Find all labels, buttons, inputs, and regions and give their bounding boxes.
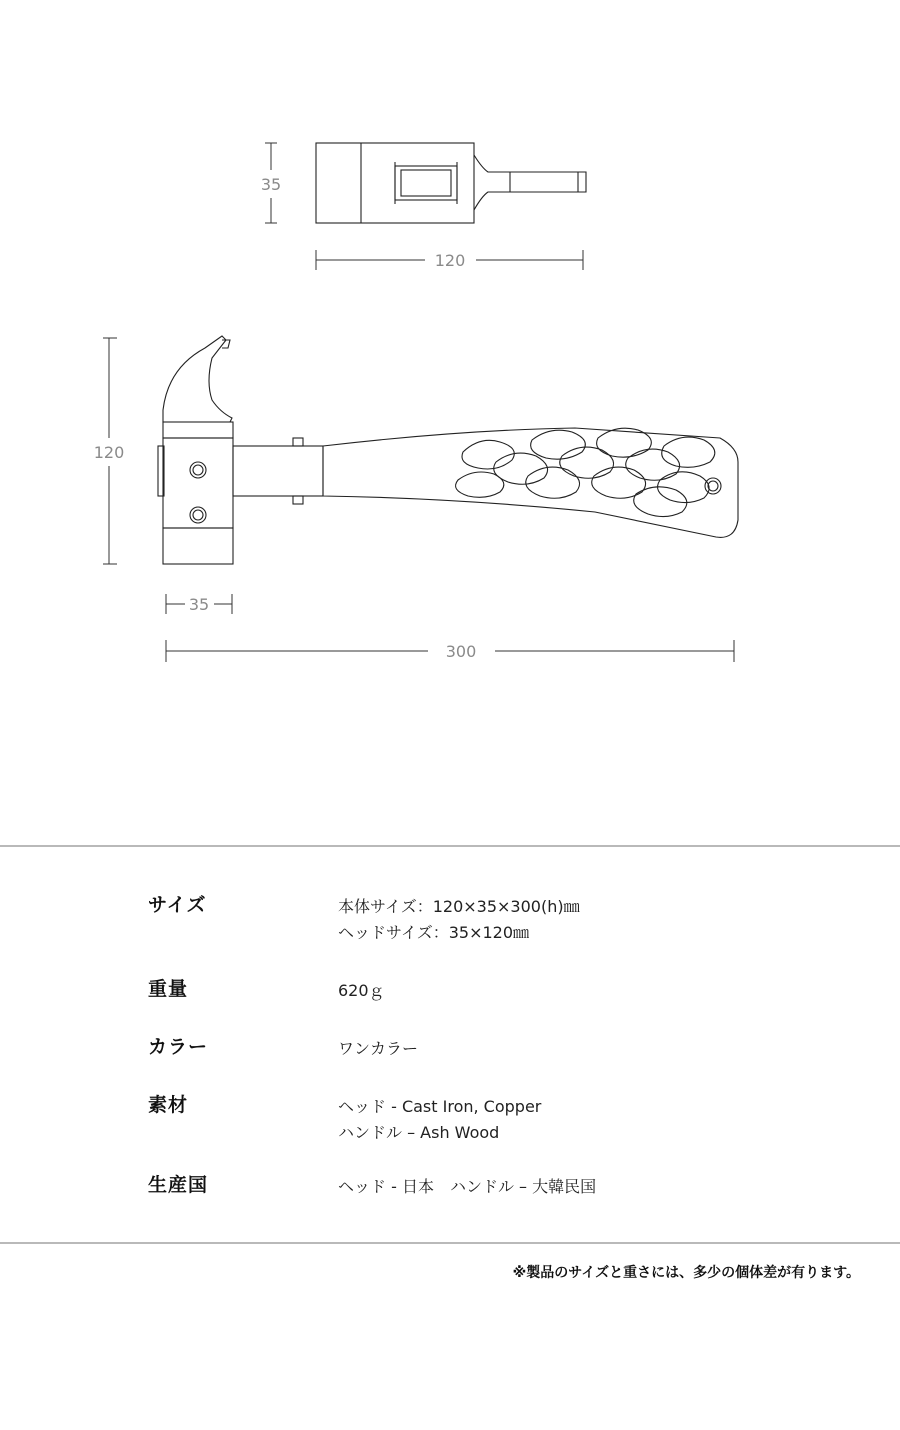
spec-value [338, 1036, 418, 1062]
spec-value-line: 620ｇ [338, 981, 385, 1000]
top-view-width-label: 120 [434, 251, 466, 270]
spec-label: カラー [148, 1036, 209, 1058]
spec-value [338, 894, 580, 946]
overall-length-label: 300 [445, 642, 477, 661]
spec-value [338, 1094, 541, 1146]
side-view-height-label: 120 [93, 443, 125, 462]
top-divider [0, 845, 900, 847]
spec-label: 重量 [148, 978, 189, 1000]
spec-value [338, 978, 385, 1004]
hammer-top-view [316, 143, 586, 223]
spec-value-line: ヘッドサイズ：35×120㎜ [338, 923, 530, 942]
spec-value-line: 本体サイズ：120×35×300(h)㎜ [338, 897, 580, 916]
spec-value-line: ヘッド - Cast Iron, Copper [338, 1097, 542, 1116]
spec-label: 生産国 [148, 1174, 209, 1196]
spec-value-line: ハンドル – Ash Wood [338, 1123, 500, 1142]
spec-label: 素材 [148, 1094, 189, 1116]
hammer-side-view [158, 336, 738, 564]
spec-label: サイズ [148, 894, 207, 916]
spec-value [338, 1174, 596, 1200]
top-view-height-label: 35 [260, 175, 282, 194]
head-width-label: 35 [188, 595, 210, 614]
bottom-divider [0, 1242, 900, 1244]
spec-value-line: ワンカラー [338, 1039, 419, 1058]
footnote: ※製品のサイズと重さには、多少の個体差が有ります。 [512, 1265, 860, 1281]
spec-value-line: ヘッド - 日本 ハンドル – 大韓民国 [338, 1177, 597, 1196]
